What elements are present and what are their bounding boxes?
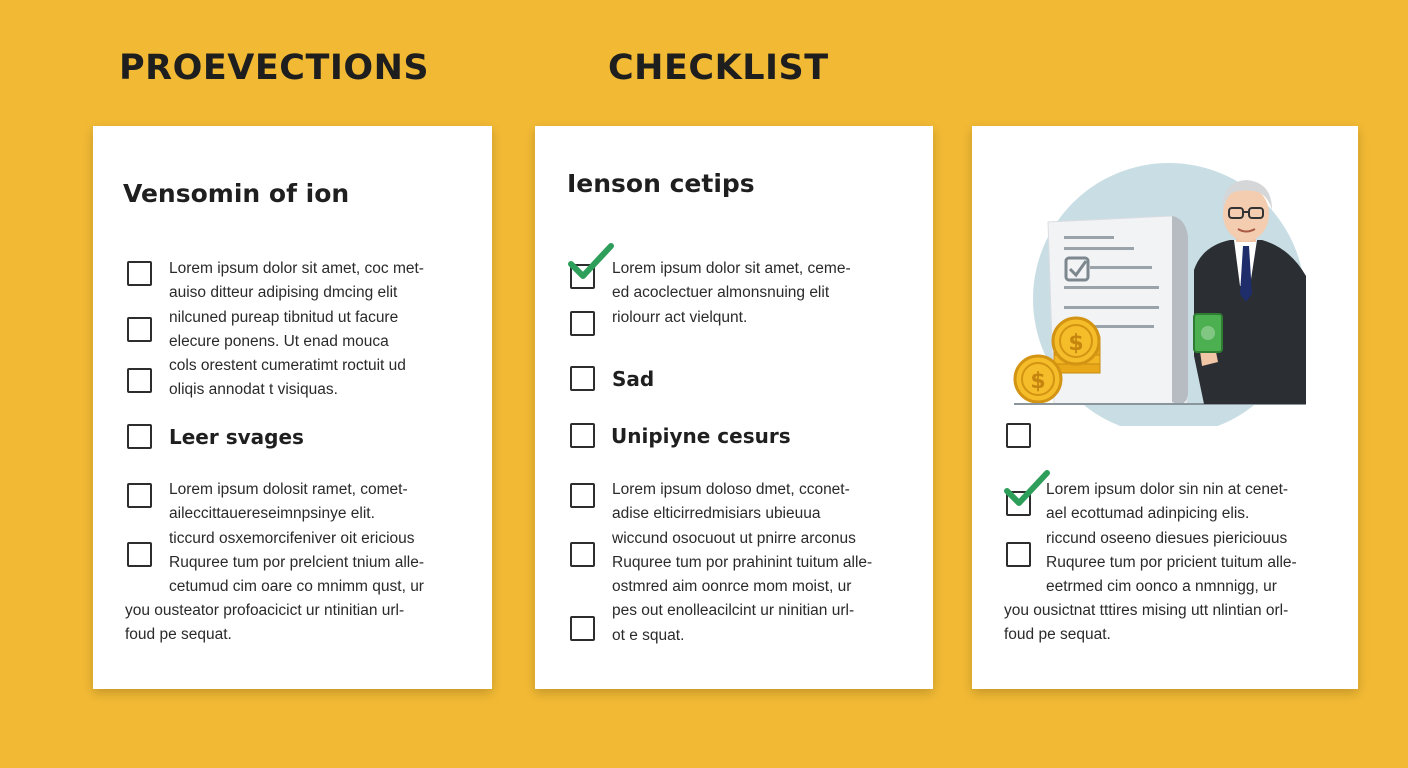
heading-left: PROEVECTIONS: [119, 48, 430, 88]
text-line: elecure ponens. Ut enad mouca: [169, 332, 389, 350]
card-right-paragraph: [1046, 478, 1297, 599]
checkbox-2[interactable]: [570, 311, 595, 336]
text-line: adise elticirredmisiars ubieuua: [612, 505, 821, 523]
text-line: ticcurd osxemorcifeniver oit ericious: [169, 529, 415, 547]
check-icon: [1004, 469, 1050, 509]
text-line: you ousteator profoacicict ur ntinitian url-: [125, 602, 405, 619]
text-line: riccund oseeno diesues piericiouus: [1046, 529, 1288, 547]
card-center-label-1: Sad: [612, 367, 655, 391]
svg-text:$: $: [1030, 369, 1046, 394]
checkbox-6[interactable]: [127, 542, 152, 567]
card-center-paragraph-2: [612, 478, 872, 648]
text-line: ot e squat.: [612, 626, 685, 644]
text-line: Lorem ipsum dolor sin nin at cenet-: [1046, 481, 1289, 498]
text-line: Ruquree tum por prelcient tnium alle-: [169, 553, 425, 571]
checkbox-5[interactable]: [127, 483, 152, 508]
text-line: foud pe sequat.: [1004, 626, 1111, 644]
checkbox-3[interactable]: [570, 366, 595, 391]
card-right: [972, 126, 1358, 689]
card-left-paragraph-2: [169, 478, 424, 599]
checkbox-5[interactable]: [570, 483, 595, 508]
card-right-paragraph-tail: [1004, 599, 1288, 648]
card-left-title: Vensomin of ion: [123, 179, 350, 208]
businessman-illustration: [972, 126, 1358, 426]
text-line: cols orestent cumeratimt roctuit ud: [169, 357, 406, 375]
card-center-title: Ienson cetips: [567, 169, 755, 198]
card-left-paragraph-2-tail: [125, 599, 404, 648]
text-line: ostmred aim oonrce mom moist, ur: [612, 578, 852, 596]
text-line: auiso ditteur adipising dmcing elit: [169, 284, 398, 302]
text-line: Ruquree tum por pricient tuitum alle-: [1046, 553, 1297, 571]
card-left-paragraph-1: [169, 257, 424, 403]
check-icon: [568, 242, 614, 282]
checkbox-4[interactable]: [127, 424, 152, 449]
card-left: [93, 126, 492, 689]
text-line: foud pe sequat.: [125, 626, 232, 644]
document-icon: [1048, 216, 1188, 404]
text-line: you ousictnat tttires mising utt nlintian orl-: [1004, 602, 1289, 619]
checkbox-6[interactable]: [570, 542, 595, 567]
text-line: riolourr act vielqunt.: [612, 308, 748, 326]
svg-text:$: $: [1068, 331, 1084, 356]
checkbox-7[interactable]: [570, 616, 595, 641]
card-center-paragraph-1: [612, 257, 851, 330]
checkbox-2[interactable]: [127, 317, 152, 342]
text-line: Lorem ipsum dolor sit amet, coc met-: [169, 260, 424, 277]
checkbox-1[interactable]: [1006, 423, 1031, 448]
text-line: Lorem ipsum dolor sit amet, ceme-: [612, 260, 851, 277]
money-icon: [1194, 314, 1222, 352]
card-left-label: Leer svages: [169, 425, 304, 449]
card-center-label-2: Unipiyne cesurs: [611, 424, 791, 448]
checkbox-1[interactable]: [127, 261, 152, 286]
card-center: [535, 126, 933, 689]
text-line: nilcuned pureap tibnitud ut facure: [169, 308, 399, 326]
text-line: ael ecottumad adinpicing elis.: [1046, 505, 1250, 523]
text-line: Lorem ipsum doloso dmet, cconet-: [612, 481, 850, 498]
text-line: ed acoclectuer almonsnuing elit: [612, 284, 830, 302]
text-line: oliqis annodat t visiquas.: [169, 381, 338, 399]
text-line: aileccittauereseimnpsinye elit.: [169, 505, 375, 523]
text-line: cetumud cim oare co mnimm qust, ur: [169, 578, 424, 596]
checkbox-3[interactable]: [1006, 542, 1031, 567]
text-line: Ruquree tum por prahinint tuitum alle-: [612, 553, 873, 571]
heading-center: CHECKLIST: [608, 48, 829, 88]
checkbox-3[interactable]: [127, 368, 152, 393]
text-line: Lorem ipsum dolosit ramet, comet-: [169, 481, 408, 498]
text-line: eetrmed cim oonco a nmnnigg, ur: [1046, 578, 1277, 596]
text-line: wiccund osocuout ut pnirre arconus: [612, 529, 856, 547]
checkbox-4[interactable]: [570, 423, 595, 448]
text-line: pes out enolleacilcint ur ninitian url-: [612, 602, 855, 620]
